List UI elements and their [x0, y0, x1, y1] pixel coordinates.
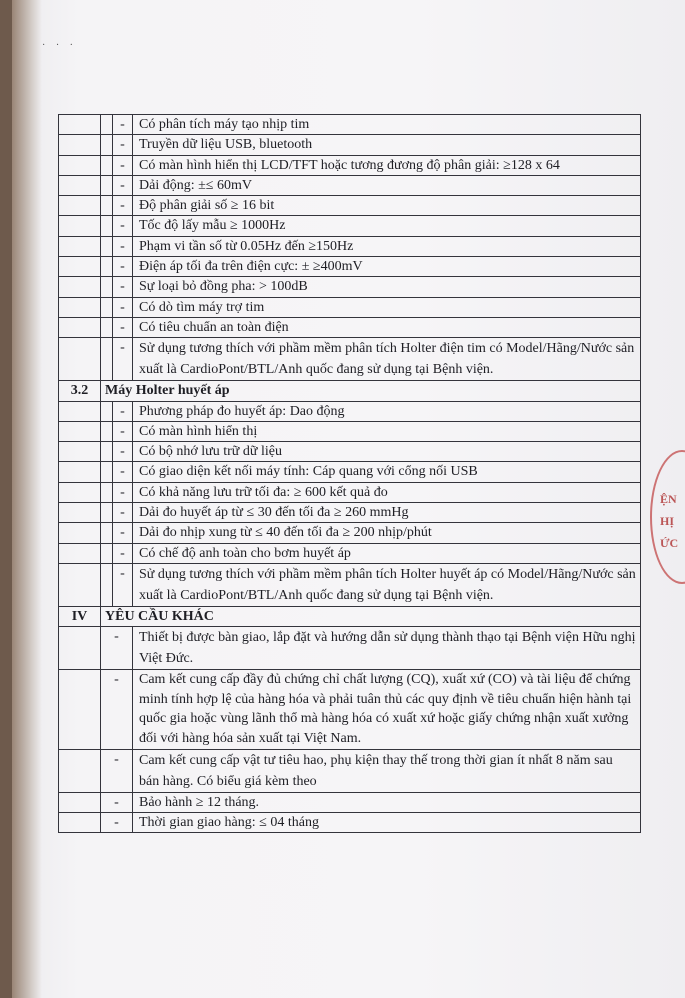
requirements-table	[58, 114, 641, 833]
table-row	[59, 523, 641, 543]
table-row	[59, 338, 641, 381]
table-row	[59, 627, 641, 670]
bullet: -	[113, 135, 133, 155]
list-item: Sử dụng tương thích với phầm mềm phân tích Holter điện tim có Model/Hãng/Nước sản xuất là CardioPont/BTL/Anh quốc đang sử dụng tại Bệnh viện.	[133, 338, 641, 381]
table-row	[59, 155, 641, 175]
bullet: -	[113, 297, 133, 317]
bullet: -	[113, 543, 133, 563]
list-item: Phương pháp đo huyết áp: Dao động	[133, 401, 641, 421]
bullet: -	[113, 421, 133, 441]
table-row	[59, 462, 641, 482]
table-row	[59, 749, 641, 792]
table-row	[59, 196, 641, 216]
bullet: -	[113, 523, 133, 543]
bullet: -	[113, 115, 133, 135]
section-number: 3.2	[59, 381, 101, 401]
list-item: Truyền dữ liệu USB, bluetooth	[133, 135, 641, 155]
bullet: -	[113, 462, 133, 482]
table-row	[59, 563, 641, 606]
bullet: -	[113, 196, 133, 216]
list-item: Có màn hình hiển thị LCD/TFT hoặc tương đương độ phân giải: ≥128 x 64	[133, 155, 641, 175]
table-row	[59, 297, 641, 317]
list-item: Có bộ nhớ lưu trữ dữ liệu	[133, 442, 641, 462]
table-row	[59, 317, 641, 337]
bullet: -	[101, 670, 133, 749]
bullet: -	[113, 216, 133, 236]
list-item: Thời gian giao hàng: ≤ 04 tháng	[133, 812, 641, 832]
table-row	[59, 236, 641, 256]
bullet: -	[101, 749, 133, 792]
list-item: Có tiêu chuẩn an toàn điện	[133, 317, 641, 337]
section-title: YÊU CẦU KHÁC	[101, 606, 641, 626]
table-row	[59, 135, 641, 155]
list-item: Có giao diện kết nối máy tính: Cáp quang với cổng nối USB	[133, 462, 641, 482]
bullet: -	[113, 401, 133, 421]
list-item: Sự loại bỏ đồng pha: > 100dB	[133, 277, 641, 297]
table-row	[59, 442, 641, 462]
requirements-table-wrap	[58, 114, 641, 833]
bullet: -	[113, 317, 133, 337]
bullet: -	[113, 482, 133, 502]
table-row	[59, 216, 641, 236]
list-item: Sử dụng tương thích với phầm mềm phân tích Holter huyết áp có Model/Hãng/Nước sản xuất là CardioPont/BTL/Anh quốc đang sử dụng tại Bệnh viện.	[133, 563, 641, 606]
list-item: Có màn hình hiển thị	[133, 421, 641, 441]
bullet: -	[113, 277, 133, 297]
table-row	[59, 503, 641, 523]
table-row	[59, 670, 641, 749]
table-row	[59, 401, 641, 421]
list-item: Có khả năng lưu trữ tối đa: ≥ 600 kết quả đo	[133, 482, 641, 502]
bullet: -	[113, 236, 133, 256]
table-row	[59, 421, 641, 441]
list-item: Dải động: ±≤ 60mV	[133, 175, 641, 195]
section-header-row	[59, 381, 641, 401]
section-title: Máy Holter huyết áp	[101, 381, 641, 401]
bullet: -	[113, 563, 133, 606]
list-item: Tốc độ lấy mẫu ≥ 1000Hz	[133, 216, 641, 236]
table-row	[59, 115, 641, 135]
table-row	[59, 257, 641, 277]
bullet: -	[101, 792, 133, 812]
table-row	[59, 812, 641, 832]
table-row	[59, 792, 641, 812]
list-item: Dải đo nhịp xung từ ≤ 40 đến tối đa ≥ 200 nhịp/phút	[133, 523, 641, 543]
bullet: -	[113, 175, 133, 195]
list-item: Thiết bị được bàn giao, lắp đặt và hướng dẫn sử dụng thành thạo tại Bệnh viện Hữu nghị Việt Đức.	[133, 627, 641, 670]
table-row	[59, 482, 641, 502]
list-item: Có phân tích máy tạo nhịp tim	[133, 115, 641, 135]
list-item: Có chế độ anh toàn cho bơm huyết áp	[133, 543, 641, 563]
section-number: IV	[59, 606, 101, 626]
list-item: Điện áp tối đa trên điện cực: ± ≥400mV	[133, 257, 641, 277]
bullet: -	[101, 627, 133, 670]
list-item: Cam kết cung cấp đầy đủ chứng chỉ chất lượng (CQ), xuất xứ (CO) và tài liệu để chứng minh tính hợp lệ của hàng hóa và phải tuân thủ các quy định về tiêu chuẩn hiện hành tại quốc gia hoặc vùng lãnh thổ mà hàng hóa có xuất xứ hoặc giấy chứng nhận xuất xưởng đối với hàng hóa sản xuất tại Việt Nam.	[133, 670, 641, 749]
list-item: Có dò tìm máy trợ tim	[133, 297, 641, 317]
list-item: Cam kết cung cấp vật tư tiêu hao, phụ kiện thay thế trong thời gian ít nhất 8 năm sau bán hàng. Có biểu giá kèm theo	[133, 749, 641, 792]
list-item: Bảo hành ≥ 12 tháng.	[133, 792, 641, 812]
list-item: Độ phân giải số ≥ 16 bit	[133, 196, 641, 216]
table-row	[59, 543, 641, 563]
list-item: Dải đo huyết áp từ ≤ 30 đến tối đa ≥ 260 mmHg	[133, 503, 641, 523]
table-row	[59, 175, 641, 195]
bullet: -	[113, 257, 133, 277]
bullet: -	[113, 338, 133, 381]
bullet: -	[113, 503, 133, 523]
page-specks: · · ·	[42, 40, 77, 51]
stamp-text: ỆN HỊ ỨC	[660, 492, 679, 550]
list-item: Phạm vi tần số từ 0.05Hz đến ≥150Hz	[133, 236, 641, 256]
section-header-row	[59, 606, 641, 626]
bullet: -	[113, 442, 133, 462]
bullet: -	[113, 155, 133, 175]
bullet: -	[101, 812, 133, 832]
table-row	[59, 277, 641, 297]
page-shadow	[12, 0, 42, 998]
